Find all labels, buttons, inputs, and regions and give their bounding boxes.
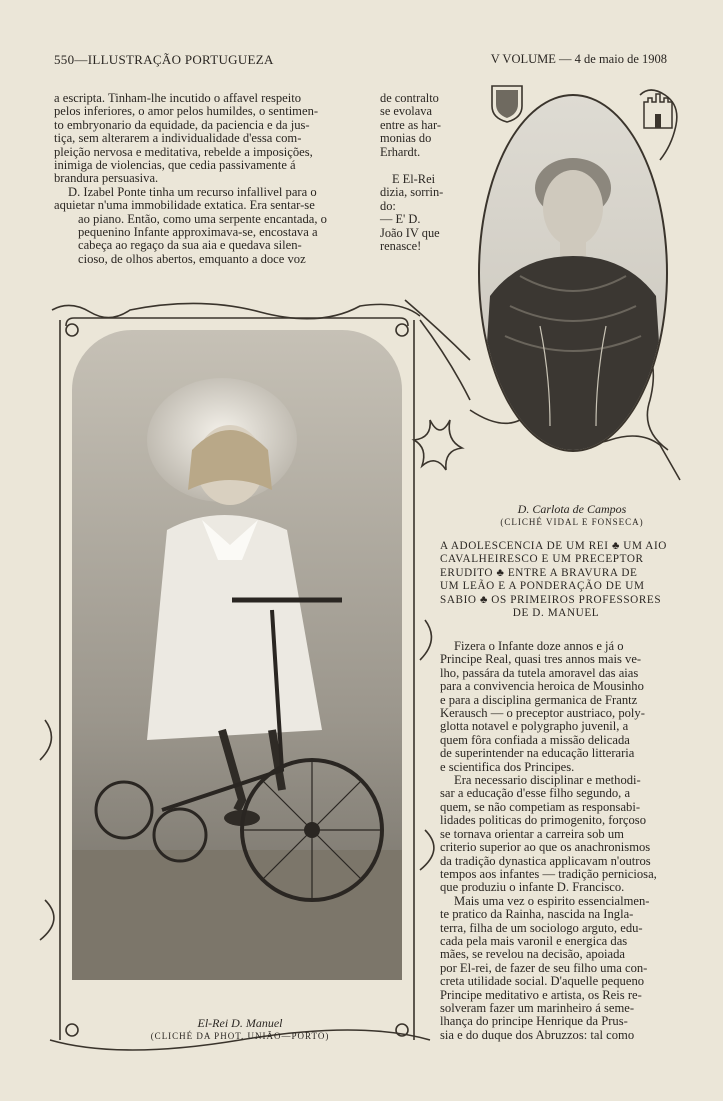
line: da tradição dynastica applicavam n'outros <box>440 853 651 868</box>
line: dizia, sorrin- <box>380 185 444 200</box>
line: Principe meditativo e artista, os Reis re- <box>440 987 642 1002</box>
summary-line: A ADOLESCENCIA DE UM REI ♣ UM AIO <box>440 540 667 552</box>
oval-photo-caption <box>462 502 682 527</box>
line: João IV que <box>380 225 440 240</box>
chapter-summary <box>440 540 672 620</box>
line: cabeça ao regaço da sua aia e quedava silen- <box>78 238 302 253</box>
line: Era necessario disciplinar e methodi- <box>454 773 641 788</box>
line: E El-Rei <box>392 172 436 187</box>
line: e scientifica dos Principes. <box>440 759 575 774</box>
photo-d-carlota-de-campos <box>478 94 668 452</box>
summary-line: CAVALHEIRESCO E UM PRECEPTOR <box>440 553 644 566</box>
photo-el-rei-d-manuel <box>72 330 402 980</box>
boy-caption-name: El-Rei D. Manuel <box>197 1016 283 1030</box>
line: glotta notavel e polygrapho juvenil, a <box>440 719 629 734</box>
line: por El-rei, de fazer de seu filho uma con- <box>440 960 648 975</box>
line: lho, passára da tutela amoravel das aias <box>440 665 639 680</box>
line: — E' D. <box>380 212 421 227</box>
running-header-right: V VOLUME — 4 de maio de 1908 <box>490 52 667 66</box>
line: para a convivencia heroica de Mousinho <box>440 679 644 694</box>
line: inimiga de violencias, que cedia passivamente á <box>54 158 296 173</box>
summary-line: UM LEÃO E A PONDERAÇÃO DE UM <box>440 580 645 593</box>
line: Kerausch — o preceptor austriaco, poly- <box>440 706 645 721</box>
line: solveram fazer um marinheiro á seme- <box>440 1000 635 1015</box>
line: quem fôra confiada a missão delicada <box>440 732 630 747</box>
line: quem, se não competiam as responsabi- <box>440 799 641 814</box>
oval-caption-credit: (CLICHÉ VIDAL E FONSECA) <box>500 517 644 527</box>
boy-photo-caption <box>80 1016 400 1041</box>
line: pequenino Infante approximava-se, encostava a <box>78 225 318 240</box>
line: lidades politicas do primogenito, forçoso <box>440 813 647 828</box>
line: pelos inferiores, o amor pelos humildes, o sentimen- <box>54 104 319 119</box>
summary-line: SABIO ♣ OS PRIMEIROS PROFESSORES <box>440 593 662 606</box>
line: cioso, de olhos abertos, emquanto a doce voz <box>78 251 306 266</box>
boy-caption-credit: (CLICHÉ DA PHOT. UNIÃO—PORTO) <box>150 1031 330 1041</box>
line: pleição nervosa e meditativa, rebelde a imposições, <box>54 144 313 159</box>
line: to embryonario da equidade, da paciencia e da jus- <box>54 117 310 132</box>
line: brandura persuasiva. <box>54 171 159 186</box>
oval-caption-name: D. Carlota de Campos <box>517 502 627 516</box>
running-header-left: 550—ILLUSTRAÇÃO PORTUGUEZA <box>54 52 274 67</box>
line: e para a disciplina germanica de Frantz <box>440 692 638 707</box>
line: lhança do principe Henrique da Prus- <box>440 1014 628 1029</box>
line: a escripta. Tinham-lhe incutido o affavel respeito <box>54 91 302 105</box>
line: monias do <box>380 131 432 146</box>
line: tempos aos infantes — tradição perniciosa, <box>440 866 657 881</box>
summary-line: DE D. MANUEL <box>512 607 600 620</box>
line: Erhardt. <box>380 144 421 159</box>
line: que produziu o infante D. Francisco. <box>440 880 625 895</box>
line: sar a educação d'esse filho segundo, a <box>440 786 631 801</box>
line: renasce! <box>380 239 422 254</box>
summary-line: ERUDITO ♣ ENTRE A BRAVURA DE <box>440 566 638 579</box>
line: cada pela mais varonil e energica das <box>440 933 628 948</box>
line: Mais uma vez o espirito essencialmen- <box>454 893 650 908</box>
right-text-column <box>440 640 670 1042</box>
line: D. Izabel Ponte tinha um recurso infallivel para o <box>68 184 317 199</box>
line: terra, filha de um sociologo arguto, edu- <box>440 920 643 935</box>
line: Fizera o Infante doze annos e já o <box>454 639 624 653</box>
line: do: <box>380 198 396 213</box>
line: entre as har- <box>380 117 441 132</box>
line: te pratico da Rainha, nascida na Ingla- <box>440 907 634 922</box>
woman-portrait-illustration <box>480 96 666 450</box>
coat-of-arms-icon <box>490 84 524 124</box>
line: se evolava <box>380 104 432 119</box>
line: sia e do duque dos Abruzzos: tal como <box>440 1027 635 1042</box>
line: Principe Real, quasi tres annos mais ve- <box>440 652 642 667</box>
line: de contralto <box>380 91 439 105</box>
line: aquietar n'uma immobilidade extatica. Era sentar-se <box>54 198 315 213</box>
line: tiça, sem alterarem a individualidade d'essa com- <box>54 131 302 146</box>
castle-emblem-icon <box>640 84 676 130</box>
line: se tornava orientar a carreira sob um <box>440 826 624 841</box>
boy-on-tricycle-illustration <box>72 330 402 980</box>
line: ao piano. Então, como uma serpente encantada, o <box>78 211 327 226</box>
line: creta utilidade social. D'aquelle pequeno <box>440 974 645 989</box>
line: mães, se revelou na decisão, apoiada <box>440 947 625 962</box>
line: de superintender na educação litteraria <box>440 746 635 761</box>
line: criterio superior ao que os anachronismos <box>440 840 651 855</box>
